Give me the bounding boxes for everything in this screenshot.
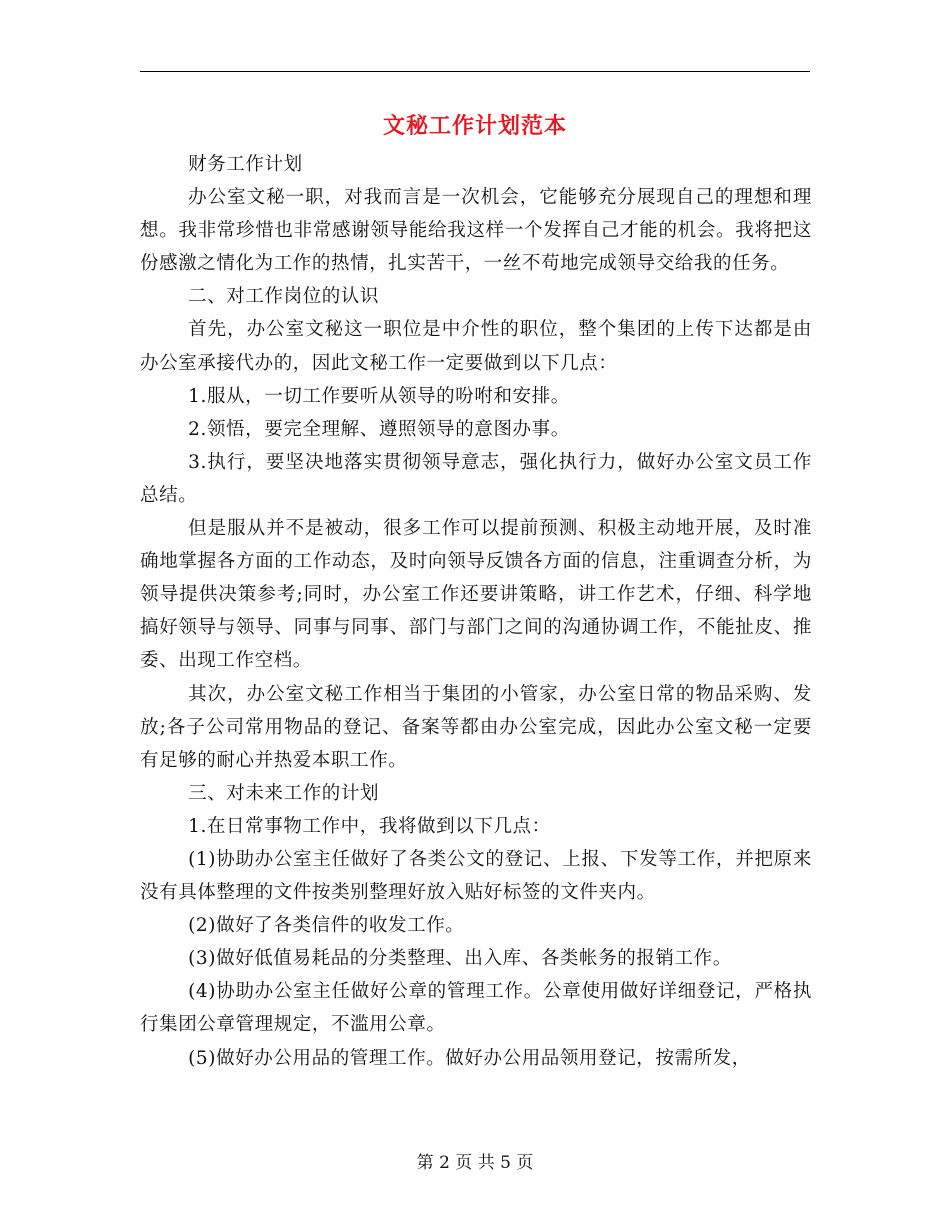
header-rule	[140, 71, 810, 72]
document-body	[140, 148, 812, 1075]
paragraph: 首先，办公室文秘这一职位是中介性的职位，整个集团的上传下达都是由办公室承接代办的，因此文秘工作一定要做到以下几点：	[140, 319, 812, 374]
list-item: (4)协助办公室主任做好公章的管理工作。公章使用做好详细登记，严格执行集团公章管理规定，不滥用公章。	[140, 981, 812, 1036]
paragraph: 但是服从并不是被动，很多工作可以提前预测、积极主动地开展，及时准确地掌握各方面的工作动态，及时向领导反馈各方面的信息，注重调查分析，为领导提供决策参考;同时，办公室工作还要讲策略，讲工作艺术，仔细、科学地搞好领导与领导、同事与同事、部门与部门之间的沟通协调工作，不能扯皮、推委、出现工作空档。	[140, 518, 812, 672]
paragraph: 办公室文秘一职，对我而言是一次机会，它能够充分展现自己的理想和理想。我非常珍惜也非常感谢领导能给我这样一个发挥自己才能的机会。我将把这份感激之情化为工作的热情，扎实苦干，一丝不苟地完成领导交给我的任务。	[140, 187, 812, 275]
paragraph-section-heading: 二、对工作岗位的认识	[188, 286, 380, 308]
paragraph: 其次，办公室文秘工作相当于集团的小管家，办公室日常的物品采购、发放;各子公司常用物品的登记、备案等都由办公室完成，因此办公室文秘一定要有足够的耐心并热爱本职工作。	[140, 683, 812, 771]
list-item: (2)做好了各类信件的收发工作。	[188, 915, 465, 937]
paragraph-section-heading: 财务工作计划	[188, 154, 303, 175]
document-title: 文秘工作计划范本	[382, 113, 567, 139]
list-item: 1.在日常事物工作中，我将做到以下几点：	[188, 815, 551, 837]
list-item: 3.执行，要坚决地落实贯彻领导意志，强化执行力，做好办公室文员工作总结。	[140, 451, 812, 506]
list-item: 1.服从，一切工作要听从领导的吩咐和安排。	[188, 385, 570, 407]
paragraph-section-heading: 三、对未来工作的计划	[188, 782, 380, 804]
list-item: 2.领悟，要完全理解、遵照领导的意图办事。	[188, 418, 570, 440]
list-item: (1)协助办公室主任做好了各类公文的登记、上报、下发等工作，并把原来没有具体整理的文件按类别整理好放入贴好标签的文件夹内。	[140, 848, 812, 904]
page-number-footer: 第 2 页 共 5 页	[416, 1153, 534, 1173]
list-item: (5)做好办公用品的管理工作。做好办公用品领用登记，按需所发，	[188, 1047, 751, 1069]
list-item: (3)做好低值易耗品的分类整理、出入库、各类帐务的报销工作。	[188, 948, 732, 970]
